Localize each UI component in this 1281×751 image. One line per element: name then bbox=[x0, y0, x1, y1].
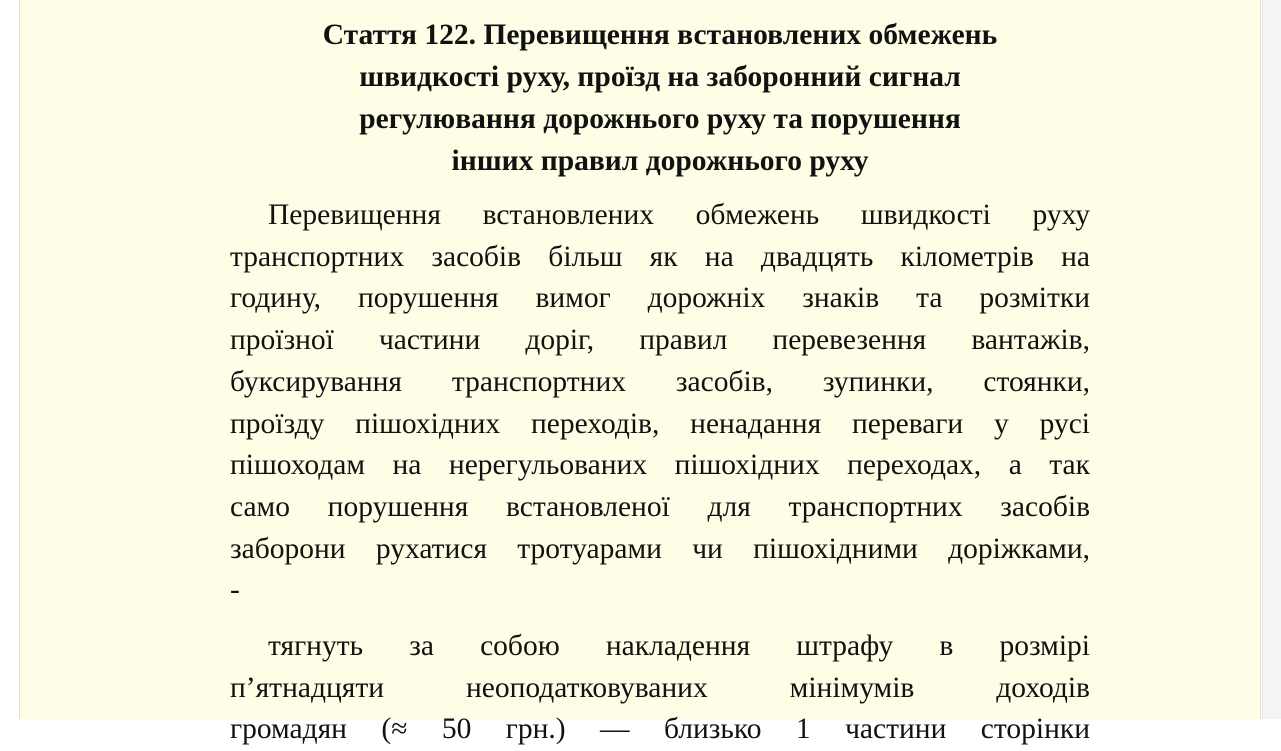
paragraph-line: проїзду пішохідних переходів, ненадання переваги у русі bbox=[230, 407, 1090, 440]
paragraph-line: пішоходам на нерегульованих пішохідних переходах, а так bbox=[230, 449, 1090, 482]
document-page bbox=[19, 0, 1261, 746]
article-title bbox=[230, 14, 1090, 182]
paragraph-line: п’ятнадцяти неоподатковуваних мінімумів доходів bbox=[230, 671, 1090, 704]
article-title-line: інших правил дорожнього руху bbox=[451, 145, 869, 177]
paragraph-line: громадян (≈ 50 грн.) — близько 1 частини сторінки bbox=[230, 713, 1090, 746]
paragraph-line: заборони рухатися тротуарами чи пішохідними доріжками, bbox=[230, 532, 1090, 565]
article-paragraph bbox=[230, 626, 1090, 751]
article-title-line: Стаття 122. Перевищення встановлених обмежень bbox=[322, 19, 998, 51]
paragraph-line: буксирування транспортних засобів, зупинки, стоянки, bbox=[230, 365, 1090, 398]
paragraph-line: - bbox=[230, 574, 240, 607]
article-paragraph bbox=[230, 195, 1090, 612]
paragraph-line: тягнуть за собою накладення штрафу в розмірі bbox=[268, 630, 1090, 662]
paragraph-line: проїзної частини доріг, правил перевезення вантажів, bbox=[230, 324, 1090, 357]
scrollbar-track[interactable] bbox=[1262, 0, 1281, 719]
paragraph-line: годину, порушення вимог дорожніх знаків та розмітки bbox=[230, 282, 1090, 315]
paragraph-line: Перевищення встановлених обмежень швидкості руху bbox=[268, 199, 1090, 231]
paragraph-line: транспортних засобів більш як на двадцять кілометрів на bbox=[230, 240, 1090, 273]
article-title-line: швидкості руху, проїзд на заборонний сигнал bbox=[359, 61, 961, 93]
article-title-line: регулювання дорожнього руху та порушення bbox=[359, 103, 961, 135]
paragraph-line: само порушення встановленої для транспортних засобів bbox=[230, 490, 1090, 523]
